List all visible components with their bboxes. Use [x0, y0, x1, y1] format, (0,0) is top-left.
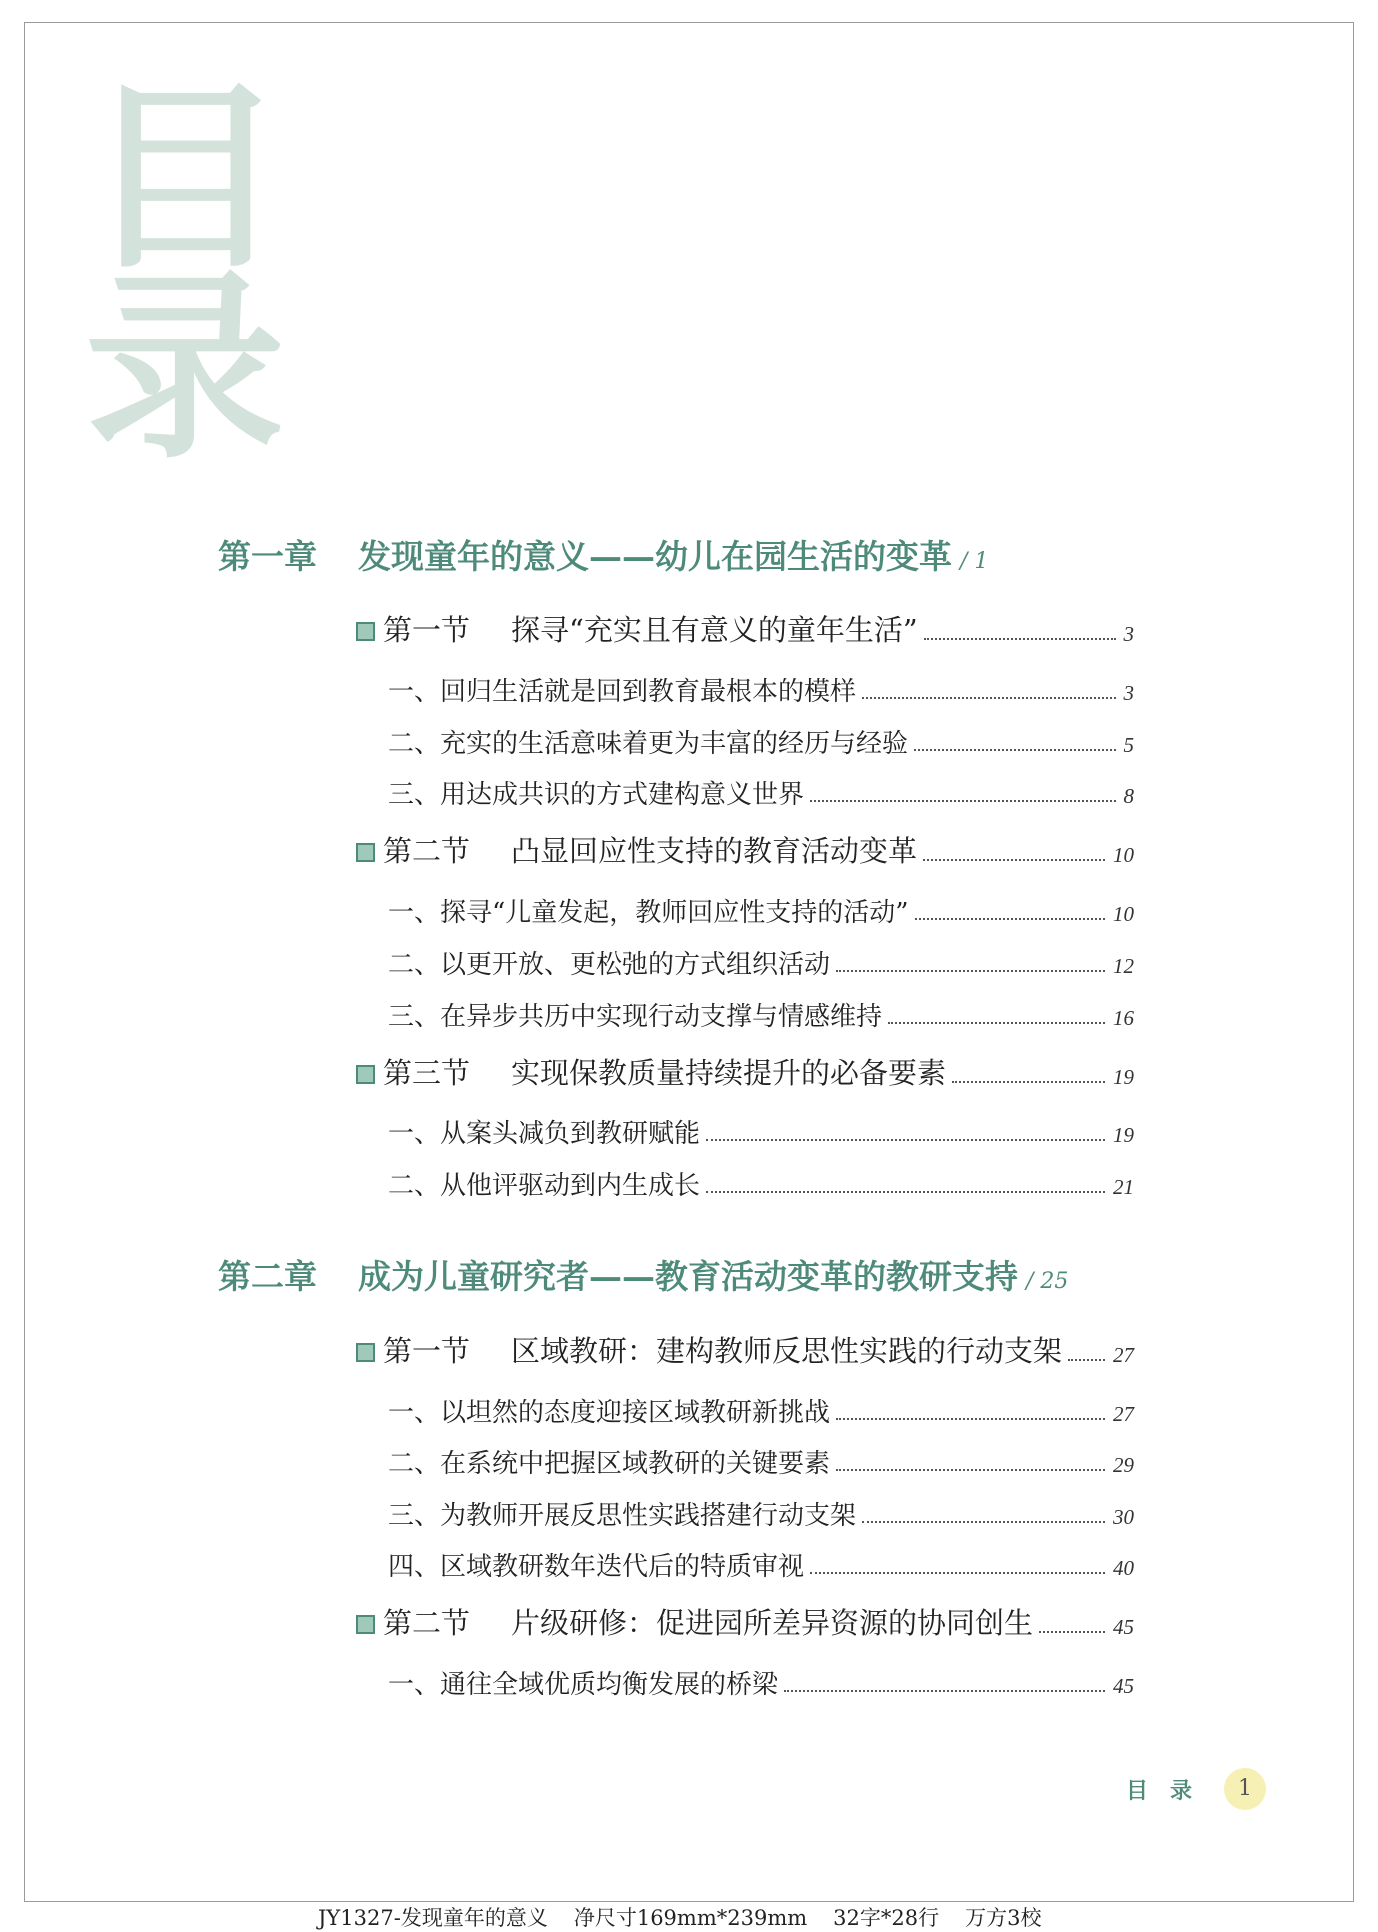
toc-item-entry[interactable] — [388, 941, 1134, 981]
toc-item-entry[interactable] — [388, 1492, 1134, 1532]
item-label: 三、用达成共识的方式建构意义世界 — [388, 780, 805, 810]
print-trim-size: 净尺寸169mm*239mm — [573, 1906, 808, 1930]
toc-item-entry[interactable] — [388, 1162, 1134, 1202]
chapter-title: 发现童年的意义——幼儿在园生活的变革 — [358, 537, 952, 576]
dot-leader — [836, 1418, 1105, 1420]
section-title: 实现保教质量持续提升的必备要素 — [511, 1056, 947, 1090]
dot-leader — [810, 1572, 1105, 1574]
dot-leader — [914, 749, 1115, 751]
toc-big-title-char-2: 录 — [84, 253, 285, 486]
dot-leader — [706, 1139, 1105, 1141]
toc-item-entry[interactable] — [388, 1440, 1134, 1480]
section-page: 3 — [1123, 622, 1134, 646]
toc-item-entry[interactable] — [388, 1661, 1134, 1701]
footer-running-title: 目录 — [1126, 1778, 1215, 1804]
section-number: 第一节 — [383, 1334, 471, 1368]
item-page: 12 — [1113, 954, 1134, 978]
dot-leader — [784, 1690, 1105, 1692]
chapter-number: 第二章 — [218, 1257, 317, 1296]
item-page: 16 — [1113, 1006, 1134, 1030]
section-number: 第三节 — [383, 1056, 471, 1090]
toc-section-entry[interactable] — [356, 830, 1134, 870]
item-page: 8 — [1123, 784, 1134, 808]
dot-leader — [915, 918, 1105, 920]
chapter-title: 成为儿童研究者——教育活动变革的教研支持 — [358, 1257, 1018, 1296]
section-square-icon — [356, 1343, 375, 1362]
section-number: 第二节 — [383, 834, 471, 868]
section-title: 片级研修：促进园所差异资源的协同创生 — [511, 1606, 1034, 1640]
item-page: 3 — [1123, 681, 1134, 705]
item-page: 30 — [1113, 1505, 1134, 1529]
dot-leader — [923, 859, 1105, 861]
dot-leader — [952, 1081, 1105, 1083]
dot-leader — [888, 1022, 1105, 1024]
item-page: 45 — [1113, 1674, 1134, 1698]
item-label: 二、以更开放、更松弛的方式组织活动 — [388, 950, 831, 980]
toc-item-entry[interactable] — [388, 668, 1134, 708]
item-page: 5 — [1123, 733, 1134, 757]
dot-leader — [836, 1469, 1105, 1471]
item-label: 二、从他评驱动到内生成长 — [388, 1171, 701, 1201]
section-title: 探寻“充实且有意义的童年生活” — [511, 613, 918, 647]
item-label: 一、探寻“儿童发起，教师回应性支持的活动” — [388, 898, 909, 928]
item-label: 二、充实的生活意味着更为丰富的经历与经验 — [388, 729, 909, 759]
item-page: 10 — [1113, 902, 1134, 926]
toc-section-entry[interactable] — [356, 1602, 1134, 1642]
dot-leader — [706, 1191, 1105, 1193]
item-label: 一、从案头减负到教研赋能 — [388, 1119, 701, 1149]
toc-item-entry[interactable] — [388, 1110, 1134, 1150]
item-page: 40 — [1113, 1556, 1134, 1580]
dot-leader — [1068, 1359, 1105, 1361]
dot-leader — [836, 970, 1105, 972]
chapter-number: 第一章 — [218, 537, 317, 576]
chapter-heading[interactable] — [218, 1252, 1068, 1302]
dot-leader — [862, 697, 1115, 699]
dot-leader — [810, 800, 1115, 802]
page-number-badge: 1 — [1224, 1768, 1266, 1810]
item-page: 29 — [1113, 1453, 1134, 1477]
toc-item-entry[interactable] — [388, 771, 1134, 811]
section-page: 45 — [1113, 1615, 1134, 1639]
toc-item-entry[interactable] — [388, 1389, 1134, 1429]
chapter-page: / 1 — [960, 549, 989, 574]
item-label: 二、在系统中把握区域教研的关键要素 — [388, 1449, 831, 1479]
section-page: 27 — [1113, 1343, 1134, 1367]
toc-section-entry[interactable] — [356, 1330, 1134, 1370]
item-label: 四、区域教研数年迭代后的特质审视 — [388, 1552, 805, 1582]
section-square-icon — [356, 843, 375, 862]
item-label: 三、在异步共历中实现行动支撑与情感维持 — [388, 1002, 883, 1032]
chapter-page: / 25 — [1026, 1269, 1069, 1294]
section-square-icon — [356, 622, 375, 641]
section-page: 19 — [1113, 1065, 1134, 1089]
item-label: 一、回归生活就是回到教育最根本的模样 — [388, 677, 857, 707]
toc-section-entry[interactable] — [356, 609, 1134, 649]
toc-item-entry[interactable] — [388, 1543, 1134, 1583]
section-number: 第二节 — [383, 1606, 471, 1640]
section-square-icon — [356, 1065, 375, 1084]
print-info-line — [318, 1902, 1067, 1932]
dot-leader — [1039, 1631, 1105, 1633]
print-book-code: JY1327-发现童年的意义 — [318, 1906, 548, 1930]
toc-item-entry[interactable] — [388, 720, 1134, 760]
section-number: 第一节 — [383, 613, 471, 647]
print-layout: 32字*28行 — [833, 1906, 940, 1930]
toc-big-title-char-1: 目 — [84, 63, 285, 296]
item-page: 19 — [1113, 1123, 1134, 1147]
item-page: 21 — [1113, 1175, 1134, 1199]
dot-leader — [862, 1521, 1105, 1523]
item-label: 一、以坦然的态度迎接区域教研新挑战 — [388, 1398, 831, 1428]
item-page: 27 — [1113, 1402, 1134, 1426]
section-page: 10 — [1113, 843, 1134, 867]
toc-item-entry[interactable] — [388, 889, 1134, 929]
chapter-heading[interactable] — [218, 532, 988, 582]
item-label: 一、通往全域优质均衡发展的桥梁 — [388, 1670, 779, 1700]
toc-item-entry[interactable] — [388, 993, 1134, 1033]
section-title: 区域教研：建构教师反思性实践的行动支架 — [511, 1334, 1063, 1368]
print-proof: 万方3校 — [965, 1906, 1042, 1930]
dot-leader — [924, 638, 1116, 640]
item-label: 三、为教师开展反思性实践搭建行动支架 — [388, 1501, 857, 1531]
toc-section-entry[interactable] — [356, 1052, 1134, 1092]
section-square-icon — [356, 1615, 375, 1634]
section-title: 凸显回应性支持的教育活动变革 — [511, 834, 918, 868]
